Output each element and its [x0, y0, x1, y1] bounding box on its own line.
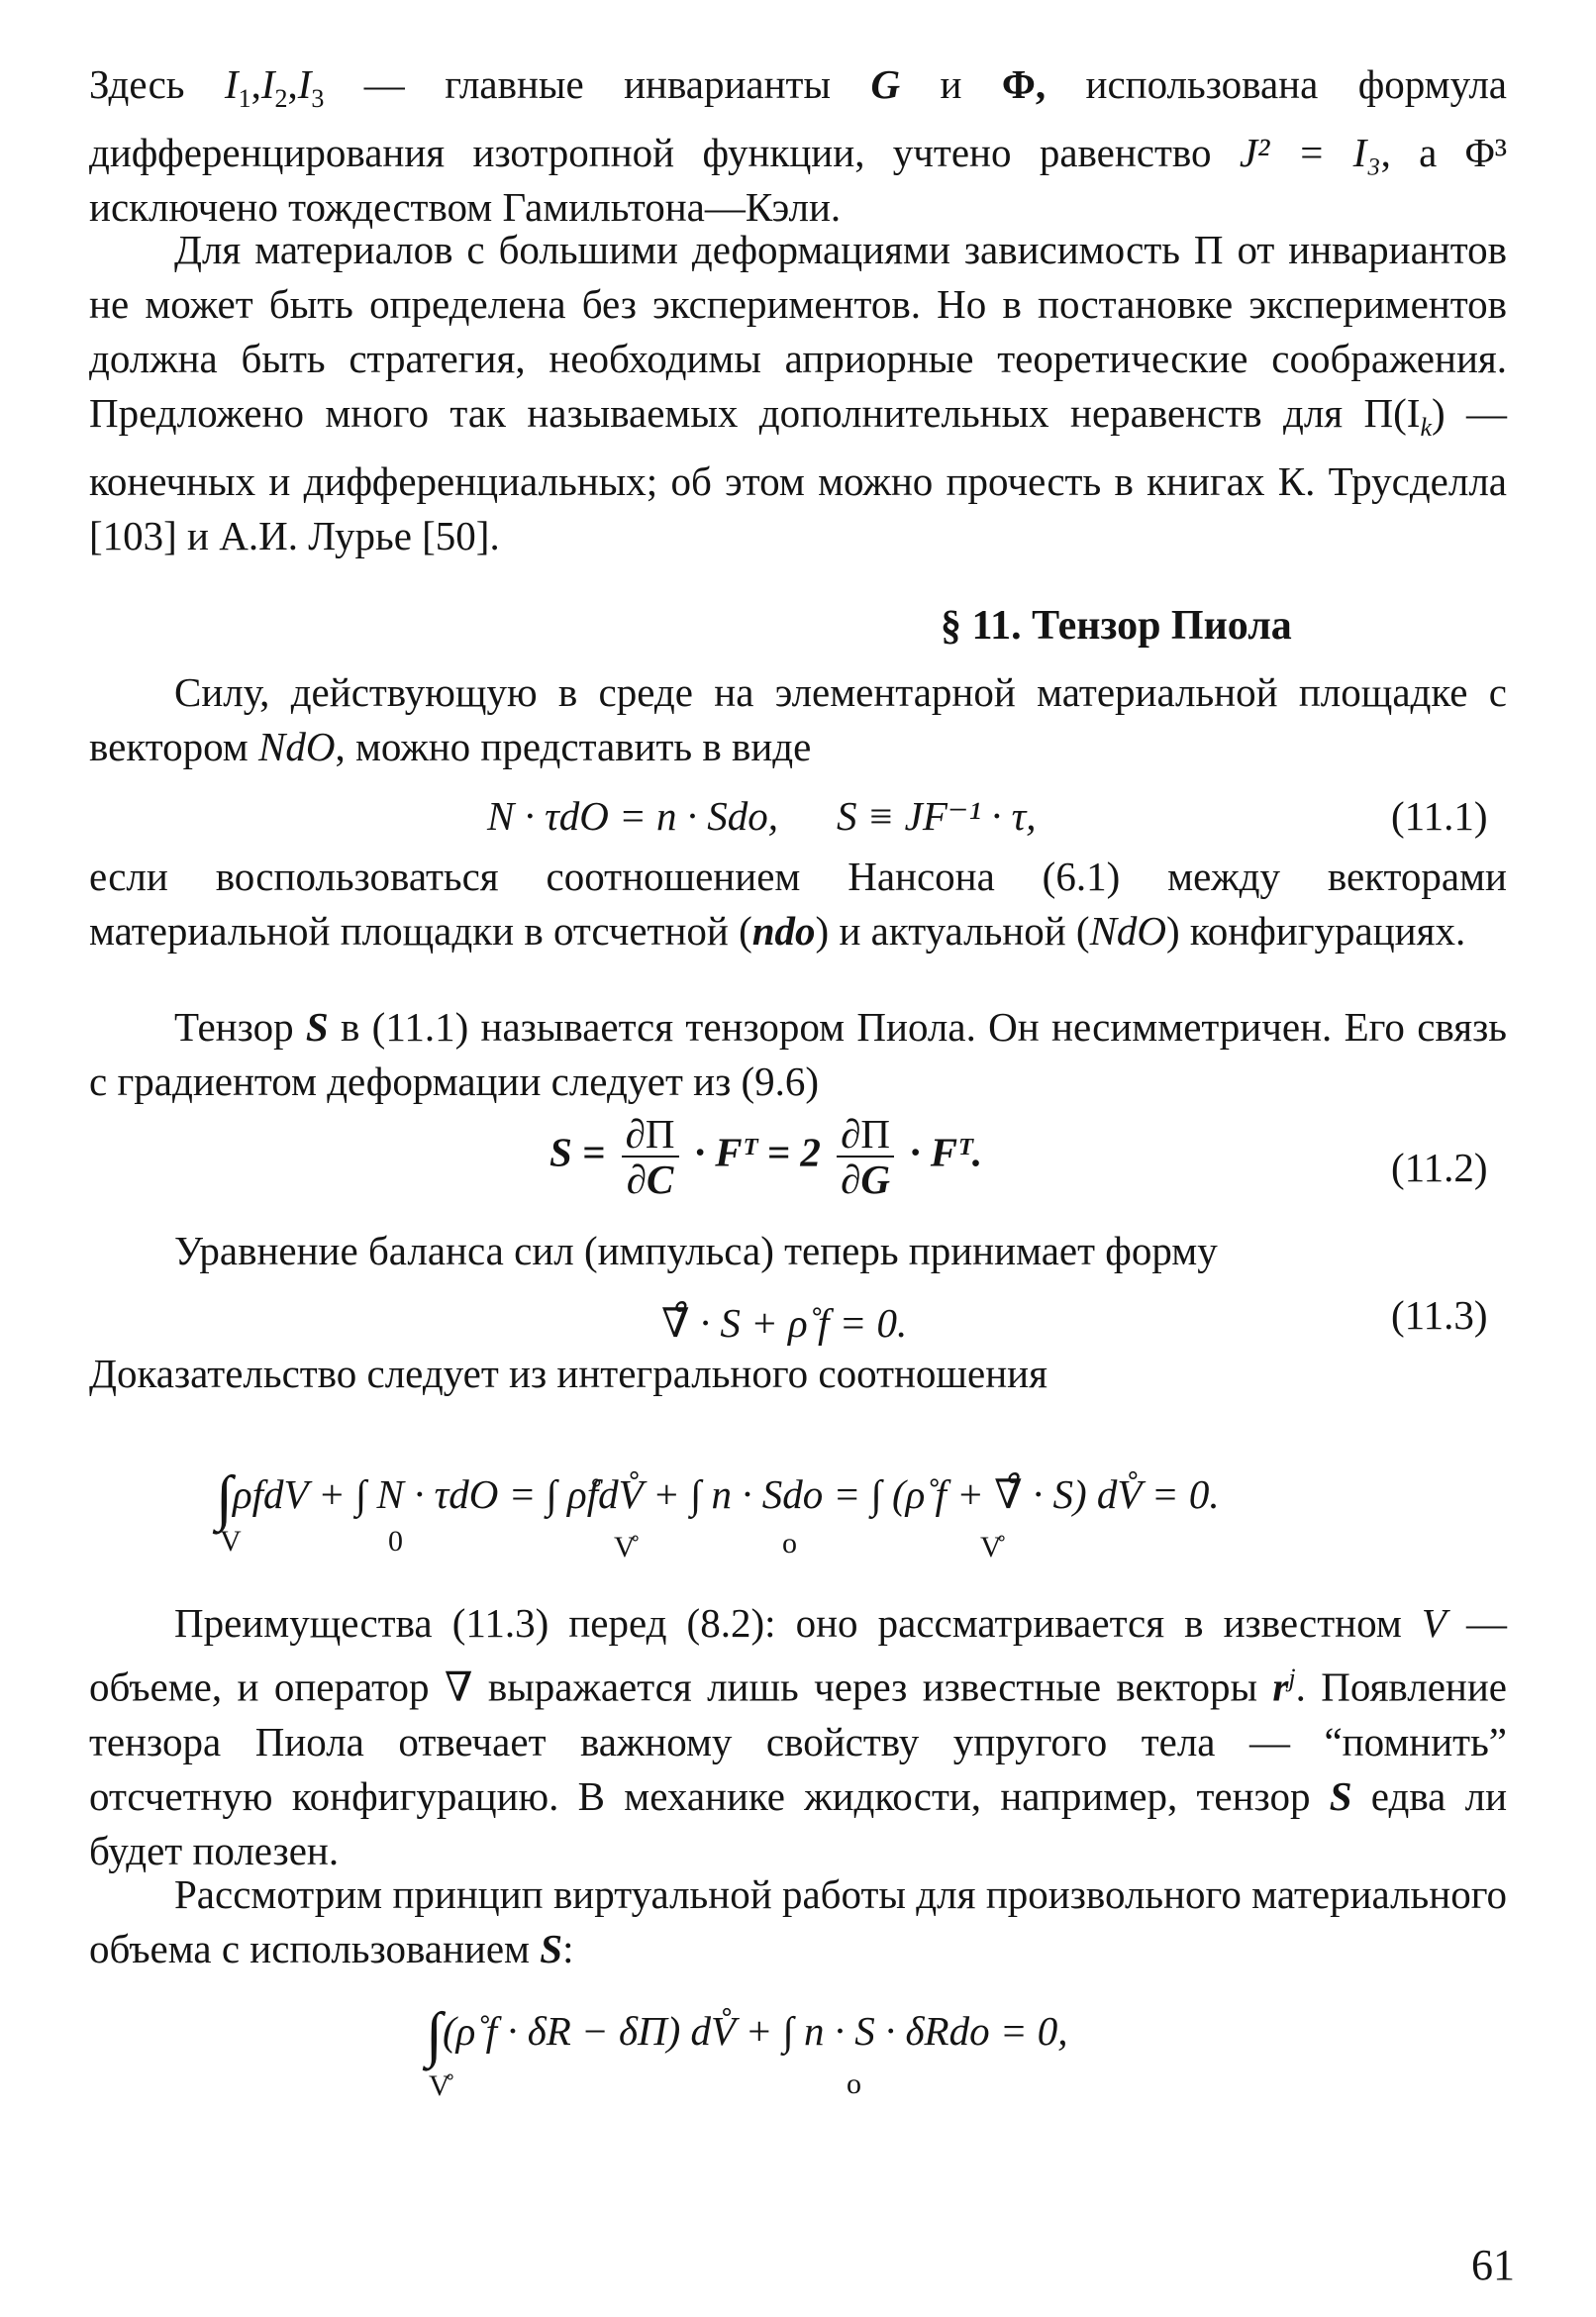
text-fragment: Для материалов с большими деформациями зависимость П от инвариантов не может быть определена без экспериментов. Но в постановке экспериментов должна быть стратегия, необходимы априорные теоретические соображения. Предложено много так называемых дополнительных неравенств для П(I — [89, 227, 1507, 436]
text-fragment: ) конфигурациях. — [1166, 908, 1466, 954]
text-fragment: — главные инварианты — [324, 61, 871, 107]
paragraph-piola — [89, 1000, 1507, 1109]
paragraph-nanson — [89, 850, 1507, 958]
text-fragment: Здесь — [89, 61, 225, 107]
symbol-S: S — [1329, 1772, 1352, 1819]
symbol-V: V — [1421, 1600, 1446, 1646]
equation-number-11-3: (11.3) — [1391, 1292, 1488, 1338]
text-fragment: если воспользоваться соотношением Нансона (6.1) между векторами материальной площадки в отсчетной ( — [89, 854, 1507, 954]
symbol-I: I — [224, 61, 239, 107]
text-fragment: Уравнение баланса сил (импульса) теперь принимает форму — [174, 1228, 1218, 1273]
text-fragment: использована формула дифференцирования изотропной функции, учтено равенство — [89, 61, 1507, 176]
virtual-work-body: (ρ̊ f · δR − δП) dV̊ + ∫ n · S · δRdo = 0, — [442, 2007, 1068, 2054]
equation-11-2-end: · Fᵀ. — [910, 1129, 983, 1175]
equation-11-3: ∇̊ · S + ρ̊ f = 0. — [661, 1300, 908, 1346]
symbol-NdO: NdO — [258, 724, 336, 769]
text-fragment: Рассмотрим принцип виртуальной работы для произвольного материального объема с использованием — [89, 1871, 1507, 1971]
equation-number-11-2: (11.2) — [1391, 1145, 1488, 1190]
fraction-dPi-dG — [837, 1112, 894, 1201]
text-fragment: ) — конечных и дифференциальных; об этом можно прочесть в книгах К. Трусделла [103] и А.И. Лурье [50]. — [89, 390, 1508, 559]
equation-11-2-lhs: S = — [549, 1129, 606, 1175]
text-fragment: . Появление тензора Пиола отвечает важному свойству упругого тела — “помнить” отсчетную конфигурацию. В механике жидкости, например, тензор — [89, 1663, 1507, 1819]
integral-sign: ∫ — [216, 1464, 233, 1532]
symbol-r: r — [1272, 1663, 1289, 1710]
text-fragment: — объеме, и оператор ∇ выражается лишь через известные векторы — [89, 1600, 1507, 1710]
text-fragment: , а Φ³ исключено тождеством Гамильтона—Кэли. — [89, 130, 1507, 231]
text-fragment: Преимущества (11.3) перед (8.2): оно рассматривается в известном — [174, 1600, 1422, 1646]
text-fragment: и — [900, 61, 1002, 107]
fraction-numerator: ∂П — [622, 1112, 679, 1158]
equation-number-11-1: (11.1) — [1391, 793, 1488, 839]
fraction-denominator: ∂C — [626, 1157, 674, 1202]
equation-11-1-rhs: S ≡ JF⁻¹ · τ, — [837, 793, 1037, 839]
fraction-dPi-dC — [622, 1112, 679, 1201]
symbol-J2: J² = I₃ — [1239, 130, 1381, 176]
paragraph-virtual-work — [89, 1867, 1507, 1976]
page-number: 61 — [1471, 2241, 1515, 2289]
integral-relation — [216, 1463, 1220, 1534]
integral-sign: ∫ — [426, 2001, 443, 2068]
text-fragment: : — [562, 1926, 574, 1971]
fraction-numerator: ∂П — [837, 1112, 894, 1158]
integral-limit: V — [220, 1525, 242, 1558]
paragraph-materials: Для материалов с большими деформациями зависимость П от инвариантов не может быть определена без экспериментов. Но в постановке экспериментов должна быть стратегия, необходимы априорные теоретические соображения. Предложено много так называемых дополнительных неравенств для $П(I_k)$ — конечных и дифференциальных; об этом можно прочесть в книгах К. Трусделла [103] и А.И. Лурье [50]. — [89, 227, 1508, 559]
symbol-S: S — [540, 1926, 563, 1971]
integral-limit: V̊ — [980, 1531, 1002, 1563]
integral-limit: V̊ — [429, 2069, 450, 2102]
fraction-denominator: ∂G — [841, 1157, 890, 1202]
symbol-NdO: NdO — [1089, 908, 1167, 954]
equation-11-2-middle: · Fᵀ = 2 — [694, 1129, 821, 1175]
virtual-work-equation — [426, 2000, 1068, 2070]
integral-limit: V̊ — [614, 1531, 636, 1563]
paragraph-invariants: Здесь $I_1,I_2,I_3$ — главные инварианты G и Φ, использована формула дифференцирования изотропной функции, учтено равенство J² = I₃, а Φ³ исключено тождеством Гамильтона—Кэли. — [89, 61, 1507, 231]
paragraph-force — [89, 665, 1507, 774]
integral-limit: o — [782, 1527, 797, 1560]
integral-limit: o — [847, 2067, 861, 2100]
equation-11-2 — [549, 1112, 982, 1201]
text-fragment: , можно представить в виде — [335, 724, 812, 769]
text-fragment: Тензор — [174, 1004, 306, 1050]
integral-body: ρfdV + ∫ N · τdO = ∫ ρ̊fdV̊ + ∫ n · Sdo = ∫ (ρ̊ f + ∇̊ · S) dV̊ = 0. — [232, 1470, 1220, 1517]
equation-11-1-lhs: N · τdO = n · Sdo, — [487, 793, 779, 839]
text-fragment: в (11.1) называется тензором Пиола. Он несимметричен. Его связь с градиентом деформации следует из (9.6) — [89, 1004, 1507, 1104]
symbol-ndo: ndo — [751, 908, 816, 954]
text-fragment: Силу, действующую в среде на элементарной материальной площадке с вектором — [89, 669, 1507, 769]
text-fragment: Доказательство следует из интегрального соотношения — [89, 1351, 1047, 1396]
symbol-Phi: Φ, — [1001, 61, 1047, 107]
paragraph-advantages: Преимущества (11.3) перед (8.2): оно рассматривается в известном V — объеме, и оператор ∇ выражается лишь через известные векторы $r^j$. Появление тензора Пиола отвечает важному свойству упругого тела — “помнить” отсчетную конфигурацию. В механике жидкости, например, тензор S едва ли будет полезен. — [89, 1600, 1508, 1873]
section-heading: § 11. Тензор Пиола — [941, 603, 1292, 649]
paragraph-proof — [89, 1347, 1507, 1401]
paragraph-balance — [89, 1224, 1507, 1278]
symbol-S: S — [305, 1004, 329, 1050]
symbol-G: G — [870, 61, 901, 107]
text-fragment: едва ли будет полезен. — [89, 1772, 1508, 1873]
integral-limit: 0 — [388, 1525, 403, 1558]
text-fragment: ) и актуальной ( — [815, 908, 1090, 954]
